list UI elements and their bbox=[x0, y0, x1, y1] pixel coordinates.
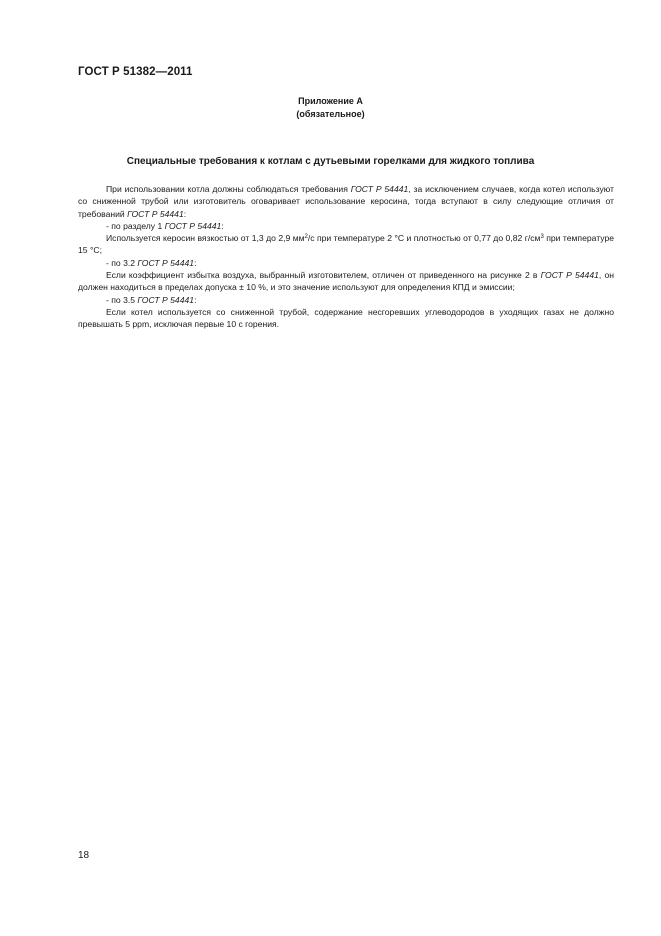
paragraph-clause-3-2 bbox=[78, 257, 614, 269]
text-run: Используется керосин вязкостью от 1,3 до 2,9 мм bbox=[106, 233, 305, 244]
paragraph-section-1 bbox=[78, 220, 614, 232]
paragraph-clause-3-5 bbox=[78, 294, 614, 306]
text-run: - по 3.2 bbox=[106, 257, 138, 268]
standard-reference: ГОСТ Р 54441 bbox=[164, 220, 222, 231]
text-run: Если коэффициент избытка воздуха, выбранный изготовителем, отличен от приведенного на рисунке 2 в bbox=[106, 270, 541, 281]
text-run: - по разделу 1 bbox=[106, 220, 165, 231]
text-run: , он должен находиться в пределах допуска ± 10 %, и это значение используют для определения КПД и эмиссии; bbox=[78, 270, 614, 293]
paragraph-air-excess bbox=[78, 269, 614, 294]
text-run: - по 3.5 bbox=[106, 294, 138, 305]
superscript: 2 bbox=[304, 234, 308, 241]
text-run: , за исключением случаев, когда котел используют со сниженной трубой или изготовитель оговаривает использование керосина, тогда вступают в силу следующие отличия от требований bbox=[78, 184, 614, 219]
paragraph-intro bbox=[78, 183, 614, 220]
appendix-type: (обязательное) bbox=[296, 109, 365, 119]
text-run: при температуре 15 °С; bbox=[78, 233, 615, 256]
appendix-label: Приложение А bbox=[298, 96, 363, 106]
document-code-header: ГОСТ Р 51382—2011 bbox=[78, 66, 193, 78]
page-number: 18 bbox=[78, 850, 90, 861]
text-run: : bbox=[221, 220, 224, 231]
standard-reference: ГОСТ Р 54441 bbox=[137, 257, 195, 268]
section-title: Специальные требования к котлам с дутьевыми горелками для жидкого топлива bbox=[126, 156, 535, 167]
text-run: При использовании котла должны соблюдаться требования bbox=[106, 184, 351, 194]
text-run: : bbox=[183, 208, 187, 219]
text-run: : bbox=[194, 294, 197, 305]
body-text bbox=[78, 183, 614, 331]
paragraph-flue: Если котел используется со сниженной трубой, содержание несгоревших углеводородов в уходящих газах не должно превышать 5 ppm, исключая первые 10 с горения. bbox=[78, 306, 614, 330]
standard-reference: ГОСТ Р 54441 bbox=[127, 208, 184, 219]
standard-reference: ГОСТ Р 54441 bbox=[137, 294, 195, 305]
text-run: : bbox=[194, 257, 197, 268]
standard-reference: ГОСТ Р 54441 bbox=[350, 184, 409, 194]
superscript: 3 bbox=[540, 234, 544, 241]
paragraph-kerosene bbox=[78, 232, 614, 257]
standard-reference: ГОСТ Р 54441 bbox=[540, 270, 599, 281]
appendix-heading bbox=[0, 95, 661, 121]
text-run: /с при температуре 2 °С и плотностью от 0,77 до 0,82 г/см bbox=[307, 233, 541, 244]
